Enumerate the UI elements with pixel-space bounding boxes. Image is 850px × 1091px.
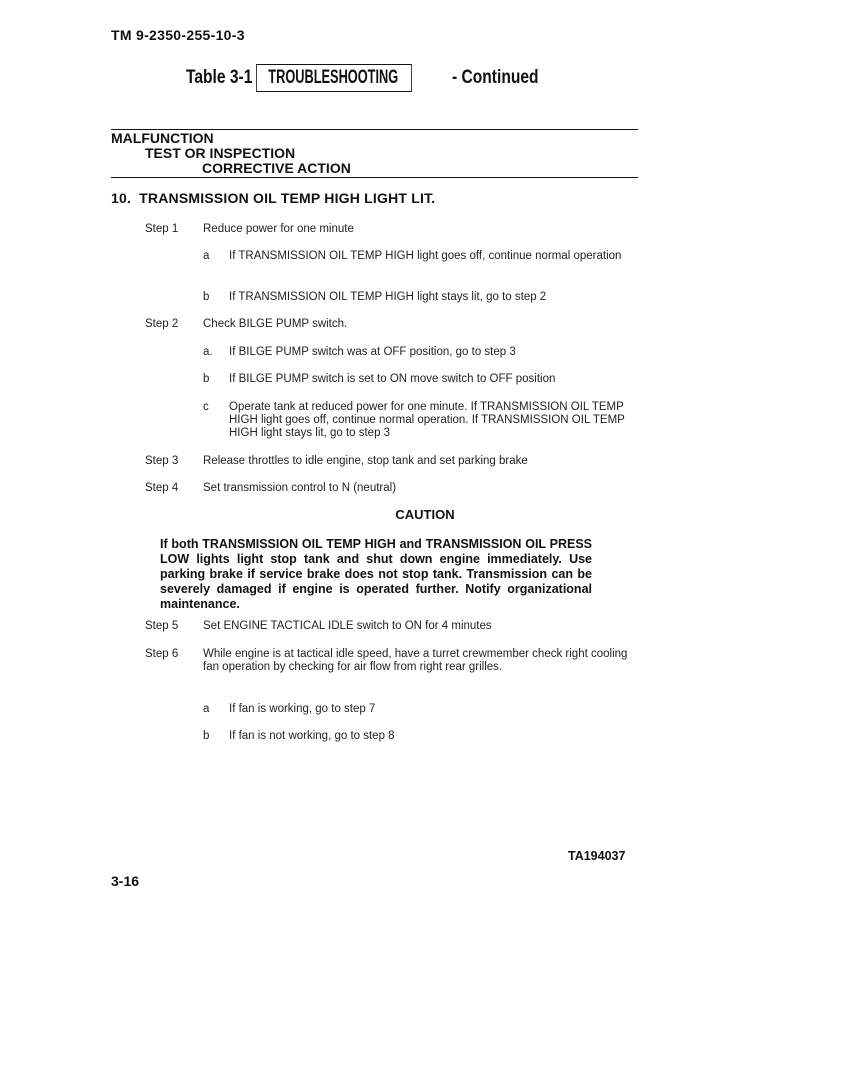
sub-step-text: If fan is not working, go to step 8	[229, 730, 395, 742]
column-action: CORRECTIVE ACTION	[202, 160, 351, 176]
column-test: TEST OR INSPECTION	[145, 145, 296, 161]
tm-number: TM 9-2350-255-10-3	[111, 27, 245, 43]
sub-step-text: If fan is working, go to step 7	[229, 703, 376, 715]
sub-step-text: If TRANSMISSION OIL TEMP HIGH light stays lit, go to step 2	[229, 291, 547, 303]
header-rule-bottom	[111, 177, 638, 178]
table-title-box	[256, 64, 412, 92]
table-title: TROUBLESHOOTING	[268, 67, 399, 88]
table-label: Table 3-1	[186, 67, 253, 88]
fault-title: TRANSMISSION OIL TEMP HIGH LIGHT LIT.	[139, 190, 436, 206]
table-title-row	[186, 63, 558, 93]
column-malfunction: MALFUNCTION	[111, 130, 214, 146]
sub-step-text: Operate tank at reduced power for one minute. If TRANSMISSION OIL TEMP HIGH light goes off, continue normal operation. If TRANSMISSION OIL TEMP HIGH light stays lit, go to step 3	[229, 401, 625, 439]
caution-title: CAUTION	[395, 507, 455, 522]
sub-step-text: If TRANSMISSION OIL TEMP HIGH light goes off, continue normal operation	[229, 250, 622, 262]
sub-step-letter: a	[203, 703, 210, 715]
step-text: Set ENGINE TACTICAL IDLE switch to ON for 4 minutes	[203, 620, 492, 632]
sub-step-letter: b	[203, 373, 210, 385]
step-label: Step 2	[145, 318, 179, 330]
sub-step-letter: a.	[203, 346, 213, 358]
sub-step-letter: a	[203, 250, 210, 262]
step-text: Release throttles to idle engine, stop tank and set parking brake	[203, 455, 528, 467]
step-text: Set transmission control to N (neutral)	[203, 482, 397, 494]
caution-text: If both TRANSMISSION OIL TEMP HIGH and TRANSMISSION OIL PRESS LOW lights light stop tank and shut down engine immediately. Use parking brake if service brake does not stop tank. Transmission can be severely damaged if engine is operated further. Notify organizational maintenance.	[160, 537, 592, 611]
sub-step-letter: b	[203, 730, 210, 742]
sub-step-text: If BILGE PUMP switch is set to ON move switch to OFF position	[229, 373, 556, 385]
sub-step-letter: b	[203, 291, 210, 303]
table-continued: - Continued	[452, 67, 539, 88]
sub-step-letter: c	[203, 401, 209, 413]
figure-id: TA194037	[568, 849, 626, 863]
step-text: While engine is at tactical idle speed, have a turret crewmember check right cooling fan operation by checking for air flow from right rear grilles.	[203, 648, 628, 673]
step-text: Check BILGE PUMP switch.	[203, 318, 348, 330]
step-label: Step 4	[145, 482, 179, 494]
sub-step-text: If BILGE PUMP switch was at OFF position, go to step 3	[229, 346, 516, 358]
step-label: Step 1	[145, 223, 179, 235]
step-label: Step 6	[145, 648, 179, 660]
fault-number: 10.	[111, 190, 132, 206]
page-number: 3-16	[111, 873, 140, 889]
fault-heading	[111, 190, 435, 206]
step-label: Step 3	[145, 455, 179, 467]
step-text: Reduce power for one minute	[203, 223, 354, 235]
step-label: Step 5	[145, 620, 179, 632]
